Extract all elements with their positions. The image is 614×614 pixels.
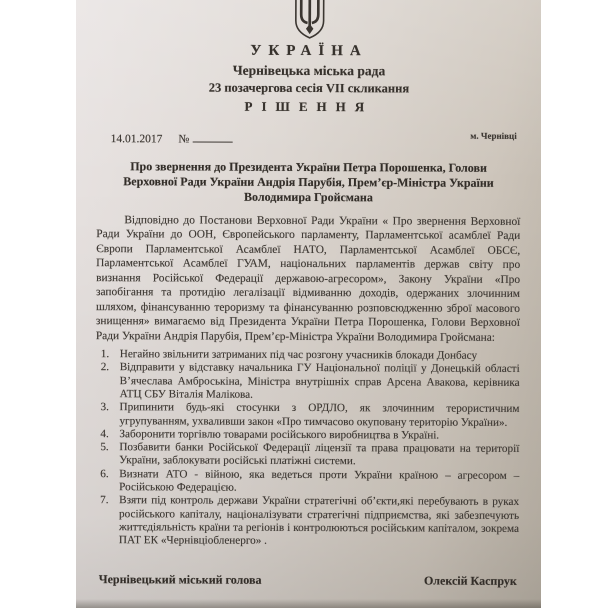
number-label: №: [178, 133, 190, 146]
decision-document: [95, 0, 522, 601]
list-item: Відправити у відставку начальника ГУ Національної поліції у Донецькій області В’ячеслава Амброськіна, Міністра внутрішніх справ Арсена Авакова, керівника АТЦ СБУ Віталія Малікова.: [119, 361, 520, 401]
place-name: м. Чернівці: [470, 130, 517, 141]
list-item: Припинити будь-які стосунки з ОРДЛО, як злочинним терористичним угрупуванням, ухваливши закон «Про тимчасово окуповану територію України».: [119, 401, 520, 429]
list-item: Заборонити торгівлю товарами російського виробництва в Україні.: [119, 428, 440, 442]
document-title: Про звернення до Президента України Петра Порошенка, Голови Верховної Ради України Андрія Парубія, Прем’єр-Міністра України Володимира Гройсмана: [123, 159, 494, 205]
document-date: 14.01.2017: [110, 133, 163, 146]
country-heading: УКРАЇНА: [250, 42, 368, 60]
meta-row: [97, 131, 521, 147]
signature-row: [95, 572, 519, 589]
document-photo: [76, 0, 541, 608]
preamble-paragraph: Відповідно до Постанови Верховної Ради України « Про звернення Верховної Ради України до ООН, Європейського парламенту, Парламентської асамблеї Ради Європи Парламентської Асамблеї НАТО, Парламентської Асамблеї ОБСЄ, Парламентської Асамблеї ГУАМ, національних парламентів держав світу про визнання Російської Федерації державою-агресором», Закону України «Про запобігання та протидію легалізації відмиванню доходів, одержаних злочинним шляхом, фінансуванню тероризму та фінансуванню розповсюдженню зброї масового знищення» вимагаємо від Президента України Петра Порошенка, Голови Верховної Ради України Андрія Парубія, Прем’єр-Міністра України Володимира Гройсмана:: [95, 213, 521, 344]
document-type-heading: РІШЕННЯ: [244, 98, 374, 115]
list-item: Негайно звільнити затриманих під час розгону учасників блокади Донбасу: [119, 348, 478, 362]
ukraine-tryzub-emblem-icon: [97, 0, 521, 41]
council-name: Чернівецька міська рада: [232, 62, 386, 79]
list-item: Взяти під контроль держави України стратегічні об’єкти,які перебувають в руках російського капіталу, націоналізувати стратегічні підприємства, які забезпечують життєдіяльність країни та регіонів і контролюються російським капіталом, зокрема ПАТ ЕК «Чернівціобленерго» .: [118, 494, 520, 548]
list-item: Визнати АТО - війною, яка ведеться проти України країною – агресором – Російською Федерацією.: [119, 467, 520, 494]
demands-list: [95, 348, 520, 549]
session-line: 23 позачергова сесія VII скликання: [208, 80, 410, 96]
date-and-number: [111, 131, 233, 146]
signatory-name: Олексій Каспрук: [423, 573, 517, 588]
number-blank-line: [192, 131, 232, 142]
list-item: Позбавити банки Російської Федерації ліцензії та права працювати на території України, заблокувати російські платіжні системи.: [119, 441, 520, 468]
signatory-position: Чернівецький міський голова: [98, 571, 262, 587]
